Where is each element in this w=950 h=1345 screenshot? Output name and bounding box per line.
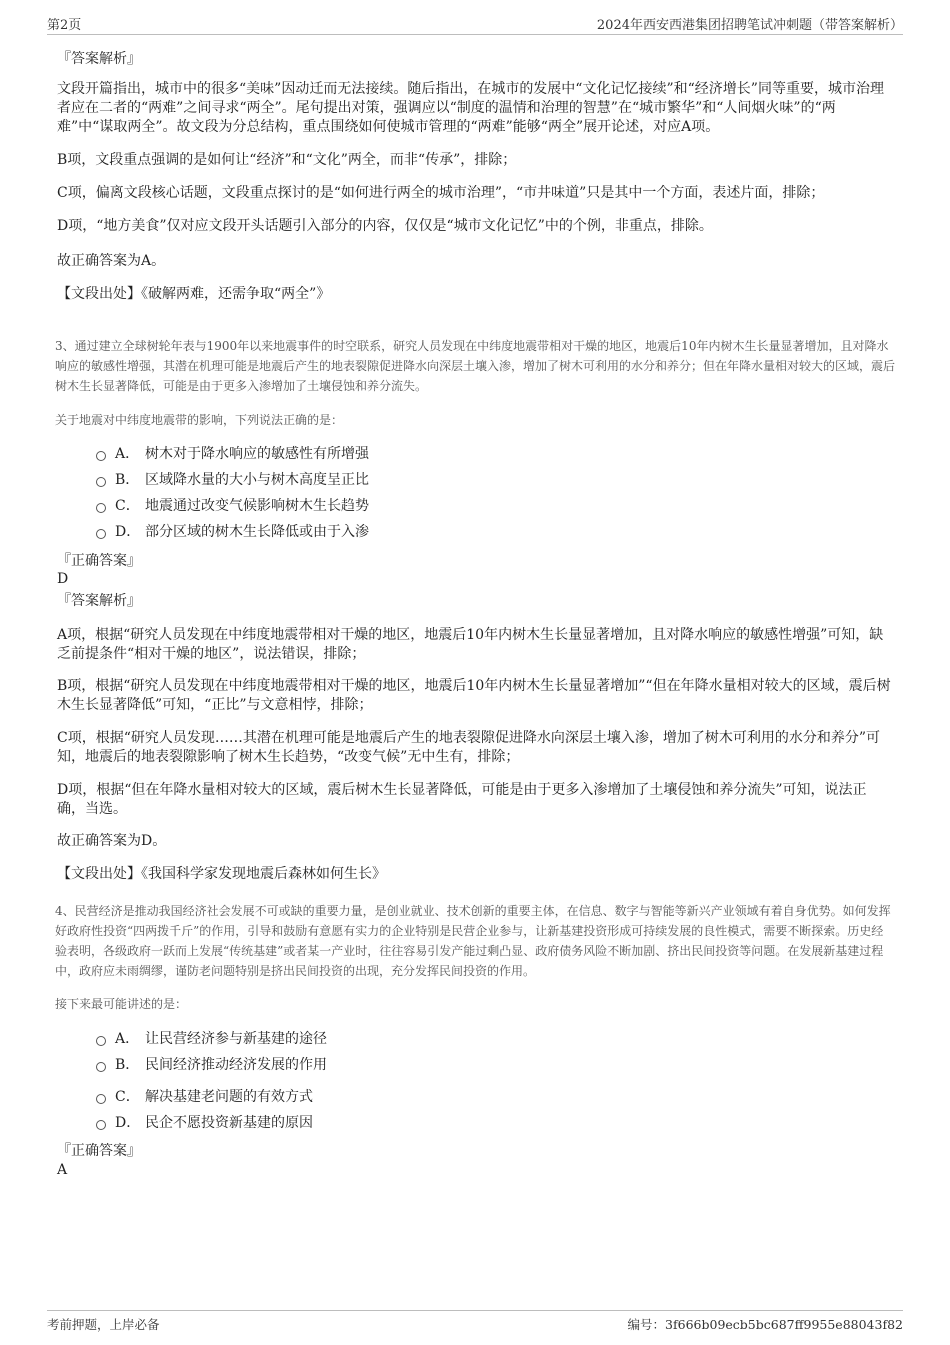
q2-analysis-p2: B项，文段重点强调的是如何让“经济”和“文化”两全，而非“传承”，排除； <box>57 152 517 168</box>
option-letter: A． <box>115 1031 140 1047</box>
q4-option-a[interactable] <box>96 1029 327 1049</box>
option-text: 地震通过改变气候影响树木生长趋势 <box>145 498 369 514</box>
q4-answer-label: 『正确答案』 <box>57 1143 141 1159</box>
q3-option-a[interactable] <box>96 444 369 464</box>
q4-question: 接下来最可能讲述的是： <box>55 997 188 1011</box>
radio-icon[interactable] <box>96 503 106 513</box>
option-text: 让民营经济参与新基建的途径 <box>145 1031 327 1047</box>
footer-slogan: 考前押题，上岸必备 <box>47 1317 160 1332</box>
document-id: 编号：3f666b09ecb5bc687ff9955e88043f82 <box>627 1317 903 1332</box>
radio-icon[interactable] <box>96 451 106 461</box>
q4-option-c[interactable] <box>96 1087 313 1107</box>
q2-analysis-p4: D项，“地方美食”仅对应文段开头话题引入部分的内容，仅仅是“城市文化记忆”中的个例，非重点，排除。 <box>57 218 713 234</box>
q3-option-b[interactable] <box>96 470 369 490</box>
option-letter: D． <box>115 524 141 540</box>
q3-source: 【文段出处】《我国科学家发现地震后森林如何生长》 <box>57 866 386 882</box>
q3-analysis-b: B项，根据“研究人员发现在中纬度地震带相对干燥的地区，地震后10年内树木生长量显著增加”“但在年降水量相对较大的区域，震后树木生长显著降低”可知，“正比”与文意相悖，排除； <box>57 678 891 713</box>
q3-analysis-d: D项，根据“但在年降水量相对较大的区域，震后树木生长显著降低，可能是由于更多入渗增加了土壤侵蚀和养分流失”可知，说法正确，当选。 <box>57 782 867 817</box>
q3-analysis-a: A项，根据“研究人员发现在中纬度地震带相对干燥的地区，地震后10年内树木生长量显著增加，且对降水响应的敏感性增强”可知，缺乏前提条件“相对干燥的地区”，说法错误，排除； <box>57 627 884 662</box>
q4-answer: A <box>57 1162 68 1178</box>
q3-option-c[interactable] <box>96 496 369 516</box>
radio-icon[interactable] <box>96 1062 106 1072</box>
q4-option-d[interactable] <box>96 1113 313 1133</box>
q3-answer-label: 『正确答案』 <box>57 553 141 569</box>
option-text: 树木对于降水响应的敏感性有所增强 <box>145 446 369 462</box>
option-text: 民企不愿投资新基建的原因 <box>145 1115 313 1131</box>
radio-icon[interactable] <box>96 1036 106 1046</box>
option-letter: C． <box>115 1089 140 1105</box>
option-letter: B． <box>115 472 140 488</box>
q3-stem: 3、通过建立全球树轮年表与1900年以来地震事件的时空联系，研究人员发现在中纬度地震带相对干燥的地区，地震后10年内树木生长量显著增加，且对降水响应的敏感性增强，其潜在机理可能是地震后产生的地表裂隙促进降水向深层土壤入渗，增加了树木可利用的水分和养分；但在年降水量相对较大的区域，震后树木生长显著降低，可能是由于更多入渗增加了土壤侵蚀和养分流失。 <box>55 339 896 393</box>
q3-answer: D <box>57 571 69 587</box>
q2-analysis-label: 『答案解析』 <box>57 51 141 67</box>
q2-analysis-p1: 文段开篇指出，城市中的很多“美味”因动迁而无法接续。随后指出，在城市的发展中“文化记忆接续”和“经济增长”同等重要，城市治理者应在二者的“两难”之间寻求“两全”。尾句提出对策，强调应以“制度的温情和治理的智慧”在“城市繁华”和“人间烟火味”的“两难”中“谋取两全”。故文段为分总结构，重点围绕如何使城市管理的“两难”能够“两全”展开论述，对应A项。 <box>57 81 884 135</box>
page-footer <box>47 1310 903 1333</box>
option-letter: B． <box>115 1057 140 1073</box>
page-header <box>47 14 903 35</box>
q3-analysis-label: 『答案解析』 <box>57 593 141 609</box>
radio-icon[interactable] <box>96 1094 106 1104</box>
option-letter: C． <box>115 498 140 514</box>
page-number: 第2页 <box>47 18 82 33</box>
radio-icon[interactable] <box>96 1120 106 1130</box>
option-text: 民间经济推动经济发展的作用 <box>145 1057 327 1073</box>
option-letter: A． <box>115 446 140 462</box>
option-text: 部分区域的树木生长降低或由于入渗 <box>145 524 369 540</box>
q2-source: 【文段出处】《破解两难，还需争取“两全”》 <box>57 286 331 302</box>
document-title: 2024年西安西港集团招聘笔试冲刺题（带答案解析） <box>596 18 903 33</box>
radio-icon[interactable] <box>96 529 106 539</box>
q3-analysis-conclusion: 故正确答案为D。 <box>57 833 167 849</box>
option-text: 区域降水量的大小与树木高度呈正比 <box>145 472 369 488</box>
q4-stem: 4、民营经济是推动我国经济社会发展不可或缺的重要力量，是创业就业、技术创新的重要主体，在信息、数字与智能等新兴产业领域有着自身优势。如何发挥好政府性投资“四两拨千斤”的作用，引导和鼓励有意愿有实力的企业特别是民营企业参与，让新基建投资形成可持续发展的良性模式，需要不断探索。历史经验表明，各级政府一跃而上发展“传统基建”或者某一产业时，往往容易引发产能过剩凸显、政府债务风险不断加剧、挤出民间投资等问题。在发展新基建过程中，政府应未雨绸缪，谨防老问题特别是挤出民间投资的出现，充分发挥民间投资的作用。 <box>55 904 891 978</box>
option-text: 解决基建老问题的有效方式 <box>145 1089 313 1105</box>
q3-question: 关于地震对中纬度地震带的影响，下列说法正确的是： <box>55 413 344 427</box>
option-letter: D． <box>115 1115 141 1131</box>
q2-analysis-p3: C项，偏离文段核心话题，文段重点探讨的是“如何进行两全的城市治理”，“市井味道”只是其中一个方面，表述片面，排除； <box>57 185 825 201</box>
q2-analysis-p5: 故正确答案为A。 <box>57 253 166 269</box>
q3-option-d[interactable] <box>96 522 369 542</box>
q4-option-b[interactable] <box>96 1055 327 1075</box>
q3-analysis-c: C项，根据“研究人员发现……其潜在机理可能是地震后产生的地表裂隙促进降水向深层土壤入渗，增加了树木可利用的水分和养分”可知，地震后的地表裂隙影响了树木生长趋势，“改变气候”无中生有，排除； <box>57 730 881 765</box>
radio-icon[interactable] <box>96 477 106 487</box>
